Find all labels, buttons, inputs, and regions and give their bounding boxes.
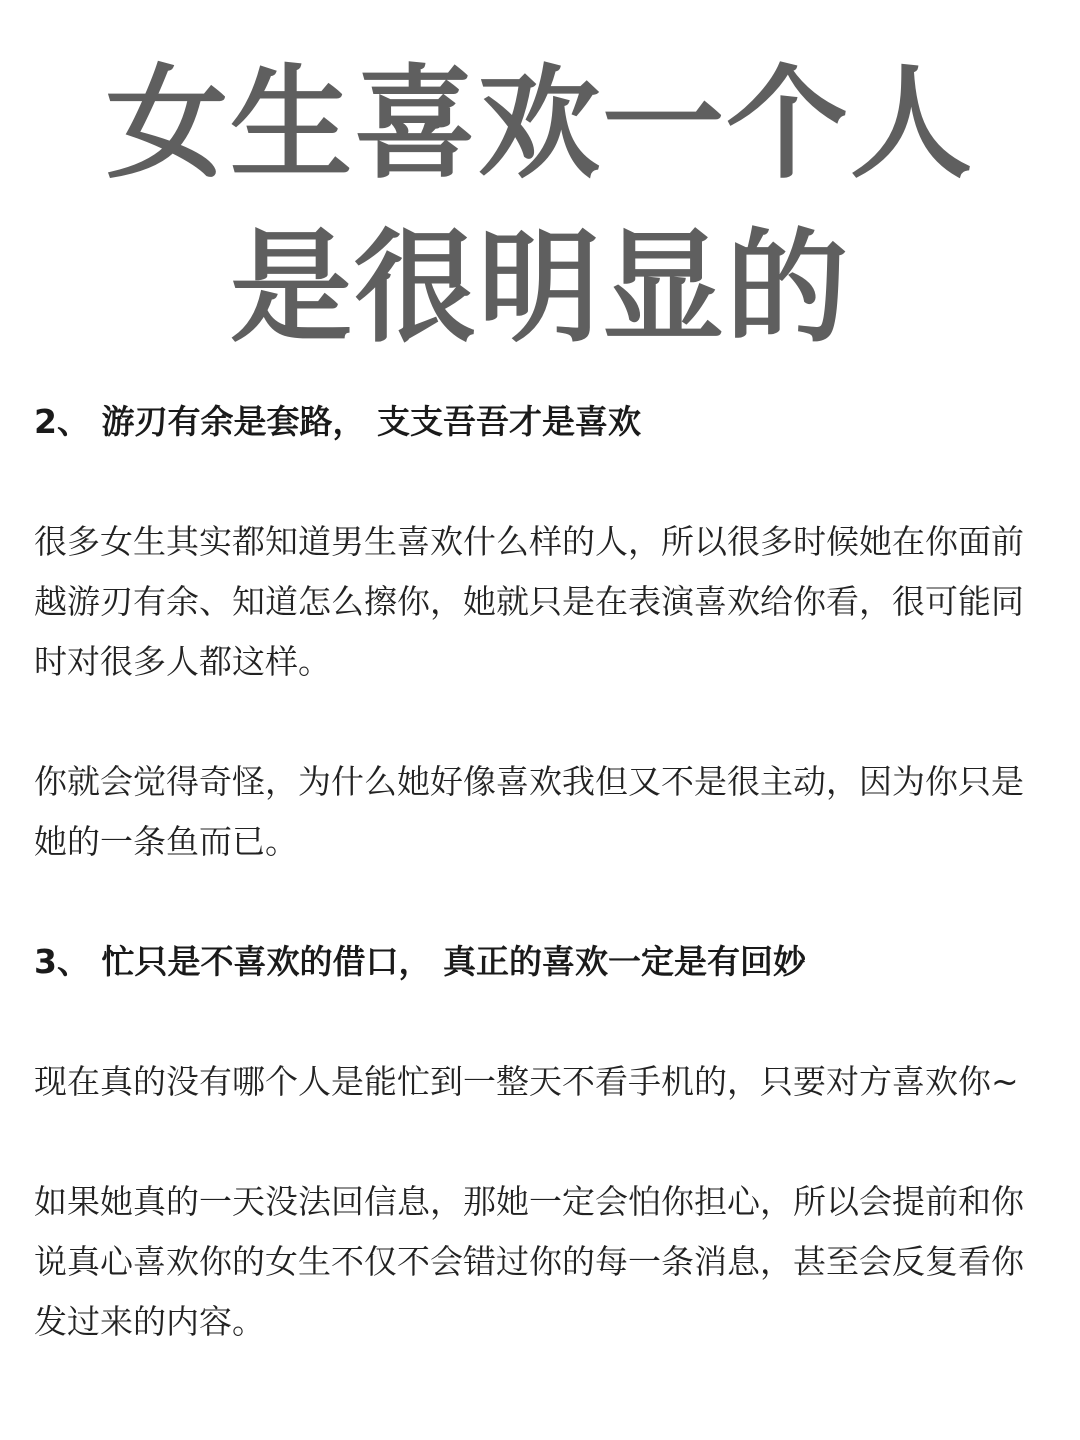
section-2-paragraph-2: 你就会觉得奇怪，为什么她好像喜欢我但又不是很主动，因为你只是她的一条鱼而已。 <box>34 762 1024 861</box>
section-heading-2: 2、 游刃有余是套路， 支支吾吾才是喜欢 <box>34 402 641 441</box>
section-heading-3: 3、 忙只是不喜欢的借口， 真正的喜欢一定是有回妙 <box>34 942 806 981</box>
page-title-line-2: 是很明显的 <box>230 215 850 359</box>
page-title-line-1: 女生喜欢一个人 <box>106 51 974 195</box>
article-body <box>34 392 1044 1352</box>
section-3-paragraph-2: 如果她真的一天没法回信息，那她一定会怕你担心，所以会提前和你说真心喜欢你的女生不仅不会错过你的每一条消息，甚至会反复看你发过来的内容。 <box>34 1182 1024 1341</box>
section-3-paragraph-1: 现在真的没有哪个人是能忙到一整天不看手机的，只要对方喜欢你~ <box>34 1062 1019 1101</box>
section-2-paragraph-1: 很多女生其实都知道男生喜欢什么样的人，所以很多时候她在你面前越游刃有余、知道怎么擦你，她就只是在表演喜欢给你看，很可能同时对很多人都这样。 <box>34 522 1024 681</box>
